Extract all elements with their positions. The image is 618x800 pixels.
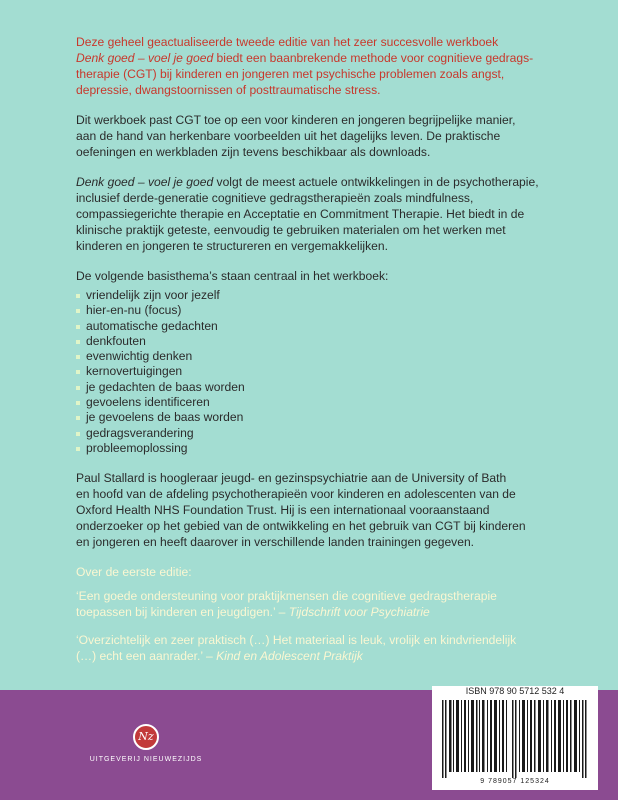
text-line: Dit werkboek past CGT toe op een voor kinderen en jongeren begrijpelijke manier,	[76, 113, 516, 127]
intro-line: therapie (CGT) bij kinderen en jongeren met psychische problemen zoals angst,	[76, 67, 505, 81]
review-quote-2	[76, 632, 596, 664]
publisher-logo-icon: Nz	[133, 724, 159, 750]
text-line: oefeningen en werkbladen zijn tevens beschikbaar als downloads.	[76, 145, 431, 159]
theme-item: kernovertuigingen	[76, 364, 596, 379]
quote-line: ‘Een goede ondersteuning voor praktijkmensen die cognitieve gedragstherapie	[76, 589, 497, 604]
theme-item: automatische gedachten	[76, 319, 596, 334]
book-title: Denk goed – voel je goed	[76, 175, 214, 189]
quote-line: ‘Overzichtelijk en zeer praktisch (…) Het materiaal is leuk, vrolijk en kindvriendelijk	[76, 633, 517, 648]
description-paragraph	[76, 112, 596, 160]
text-line: aan de hand van herkenbare voorbeelden uit het dagelijks leven. De praktische	[76, 129, 501, 143]
theme-item: gevoelens identificeren	[76, 395, 596, 410]
theme-item: gedragsverandering	[76, 426, 596, 441]
themes-list	[76, 288, 596, 456]
quote-line: (…) echt een aanrader.’ –	[76, 649, 217, 664]
publisher-logo	[76, 724, 216, 763]
text-line: klinische praktijk geteste, eenvoudig te gebruiken materialen om het werken met	[76, 223, 506, 237]
quote-source: Tijdschrift voor Psychiatrie	[288, 605, 430, 620]
barcode	[432, 686, 598, 790]
text-line: onderzoeker op het gebied van de ontwikkeling en het gebruik van CGT bij kinderen	[76, 519, 526, 534]
intro-line: depressie, dwangstoornissen of posttraumatische stress.	[76, 83, 381, 97]
theme-item: denkfouten	[76, 334, 596, 349]
text-line: Paul Stallard is hoogleraar jeugd- en gezinspsychiatrie aan de University of Bath	[76, 471, 507, 486]
barcode-digits: 9 789057 125324	[480, 778, 550, 785]
themes-heading: De volgende basisthema’s staan centraal in het werkboek:	[76, 269, 389, 283]
text-line: Oxford Health NHS Foundation Trust. Hij is een internationaal vooraanstaand	[76, 503, 490, 518]
intro-line: biedt een baanbrekende methode voor cognitieve gedrags-	[213, 51, 534, 65]
review-quote-1	[76, 588, 596, 620]
quote-source: Kind en Adolescent Praktijk	[216, 649, 363, 664]
author-bio	[76, 470, 596, 550]
publisher-name: UITGEVERIJ NIEUWEZIJDS	[89, 756, 203, 763]
text-line: inclusief derde-generatie cognitieve gedragstherapieën zoals mindfulness,	[76, 191, 474, 205]
theme-item: probleemoplossing	[76, 441, 596, 456]
text-line: compassiegerichte therapie en Acceptatie en Commitment Therapie. Het biedt in de	[76, 207, 525, 221]
theme-item: je gedachten de baas worden	[76, 380, 596, 395]
developments-paragraph	[76, 174, 596, 254]
theme-item: vriendelijk zijn voor jezelf	[76, 288, 596, 303]
text-line: en hoofd van de afdeling psychotherapieën voor kinderen en adolescenten van de	[76, 487, 516, 502]
back-cover-text	[76, 34, 596, 676]
intro-line: Deze geheel geactualiseerde tweede editie van het zeer succesvolle werkboek	[76, 35, 499, 49]
text-line: en jongeren en heeft daarover in verschillende landen trainingen gegeven.	[76, 535, 475, 550]
theme-item: je gevoelens de baas worden	[76, 410, 596, 425]
book-title: Denk goed – voel je goed	[76, 51, 214, 65]
theme-item: evenwichtig denken	[76, 349, 596, 364]
isbn-label: ISBN 978 90 5712 532 4	[465, 686, 565, 696]
barcode-bars	[442, 700, 588, 778]
reviews-heading: Over de eerste editie:	[76, 565, 192, 580]
text-line: kinderen en jongeren te structureren en vergemakkelijken.	[76, 239, 388, 253]
text-line: volgt de meest actuele ontwikkelingen in de psychotherapie,	[213, 175, 539, 189]
intro-paragraph	[76, 34, 596, 98]
theme-item: hier-en-nu (focus)	[76, 303, 596, 318]
quote-line: toepassen bij kinderen en jeugdigen.’ –	[76, 605, 289, 620]
